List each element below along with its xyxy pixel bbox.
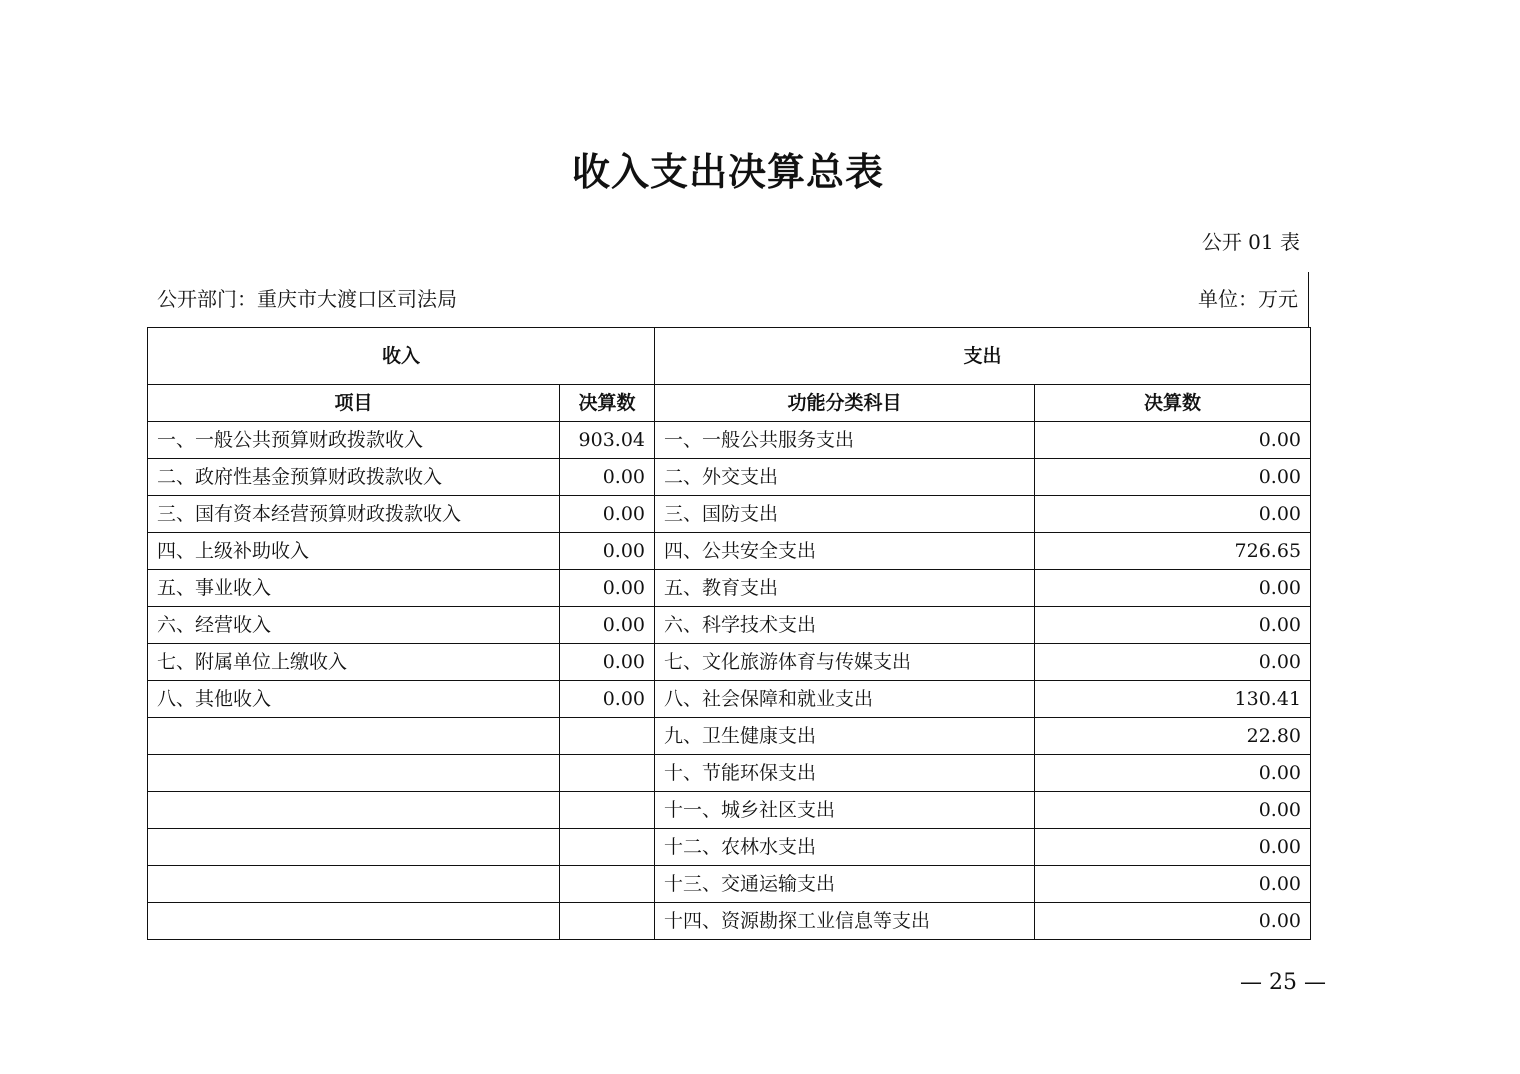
expense-item-cell: 九、卫生健康支出 — [655, 718, 1035, 755]
table-row — [148, 681, 1311, 718]
page-number: — 25 — — [1240, 970, 1326, 995]
expense-amount-cell: 0.00 — [1035, 459, 1311, 496]
expense-item-cell: 十、节能环保支出 — [655, 755, 1035, 792]
department-label: 公开部门：重庆市大渡口区司法局 — [157, 287, 457, 311]
expense-item-cell: 十四、资源勘探工业信息等支出 — [655, 903, 1035, 940]
table-row — [148, 644, 1311, 681]
expense-amount-cell: 0.00 — [1035, 422, 1311, 459]
expense-amount-cell: 0.00 — [1035, 829, 1311, 866]
budget-table — [147, 327, 1311, 940]
income-amount-cell: 0.00 — [560, 644, 655, 681]
expense-amount-cell: 0.00 — [1035, 607, 1311, 644]
expense-item-cell: 五、教育支出 — [655, 570, 1035, 607]
income-section-header: 收入 — [148, 328, 655, 385]
expense-item-header: 功能分类科目 — [655, 385, 1035, 422]
income-amount-cell: 0.00 — [560, 459, 655, 496]
table-row — [148, 422, 1311, 459]
expense-item-cell: 六、科学技术支出 — [655, 607, 1035, 644]
table-row — [148, 718, 1311, 755]
table-row — [148, 792, 1311, 829]
page-title: 收入支出决算总表 — [571, 150, 884, 194]
expense-amount-cell: 0.00 — [1035, 644, 1311, 681]
income-amount-cell — [560, 718, 655, 755]
expense-amount-cell: 130.41 — [1035, 681, 1311, 718]
income-item-cell: 六、经营收入 — [148, 607, 560, 644]
expense-item-cell: 三、国防支出 — [655, 496, 1035, 533]
table-row — [148, 570, 1311, 607]
expense-amount-cell: 0.00 — [1035, 496, 1311, 533]
income-item-header: 项目 — [148, 385, 560, 422]
expense-amount-cell: 0.00 — [1035, 866, 1311, 903]
table-row — [148, 496, 1311, 533]
income-amount-cell: 0.00 — [560, 681, 655, 718]
income-item-cell: 四、上级补助收入 — [148, 533, 560, 570]
income-item-cell: 三、国有资本经营预算财政拨款收入 — [148, 496, 560, 533]
income-amount-header: 决算数 — [560, 385, 655, 422]
department-row — [147, 272, 1309, 328]
expense-amount-cell: 0.00 — [1035, 792, 1311, 829]
income-amount-cell — [560, 903, 655, 940]
expense-section-header: 支出 — [655, 328, 1311, 385]
table-number: 公开 01 表 — [1201, 230, 1300, 254]
section-header-row — [148, 328, 1311, 385]
expense-amount-header: 决算数 — [1035, 385, 1311, 422]
table-row — [148, 866, 1311, 903]
income-item-cell — [148, 829, 560, 866]
table-row — [148, 607, 1311, 644]
table-row — [148, 755, 1311, 792]
table-row — [148, 903, 1311, 940]
expense-amount-cell: 22.80 — [1035, 718, 1311, 755]
income-item-cell — [148, 866, 560, 903]
income-item-cell — [148, 718, 560, 755]
expense-amount-cell: 0.00 — [1035, 755, 1311, 792]
income-amount-cell: 903.04 — [560, 422, 655, 459]
income-amount-cell: 0.00 — [560, 496, 655, 533]
expense-item-cell: 八、社会保障和就业支出 — [655, 681, 1035, 718]
column-header-row — [148, 385, 1311, 422]
expense-item-cell: 十二、农林水支出 — [655, 829, 1035, 866]
expense-item-cell: 四、公共安全支出 — [655, 533, 1035, 570]
income-amount-cell: 0.00 — [560, 533, 655, 570]
income-amount-cell — [560, 829, 655, 866]
income-item-cell: 五、事业收入 — [148, 570, 560, 607]
income-amount-cell — [560, 755, 655, 792]
expense-item-cell: 七、文化旅游体育与传媒支出 — [655, 644, 1035, 681]
expense-item-cell: 十三、交通运输支出 — [655, 866, 1035, 903]
table-row — [148, 829, 1311, 866]
expense-item-cell: 一、一般公共服务支出 — [655, 422, 1035, 459]
income-item-cell — [148, 792, 560, 829]
income-amount-cell: 0.00 — [560, 607, 655, 644]
income-amount-cell: 0.00 — [560, 570, 655, 607]
income-item-cell: 八、其他收入 — [148, 681, 560, 718]
table-row — [148, 533, 1311, 570]
income-item-cell: 七、附属单位上缴收入 — [148, 644, 560, 681]
income-item-cell: 一、一般公共预算财政拨款收入 — [148, 422, 560, 459]
expense-amount-cell: 0.00 — [1035, 570, 1311, 607]
expense-amount-cell: 0.00 — [1035, 903, 1311, 940]
expense-item-cell: 十一、城乡社区支出 — [655, 792, 1035, 829]
table-row — [148, 459, 1311, 496]
income-item-cell — [148, 755, 560, 792]
income-item-cell — [148, 903, 560, 940]
unit-label: 单位：万元 — [1198, 287, 1298, 311]
expense-item-cell: 二、外交支出 — [655, 459, 1035, 496]
income-item-cell: 二、政府性基金预算财政拨款收入 — [148, 459, 560, 496]
income-amount-cell — [560, 866, 655, 903]
income-amount-cell — [560, 792, 655, 829]
expense-amount-cell: 726.65 — [1035, 533, 1311, 570]
